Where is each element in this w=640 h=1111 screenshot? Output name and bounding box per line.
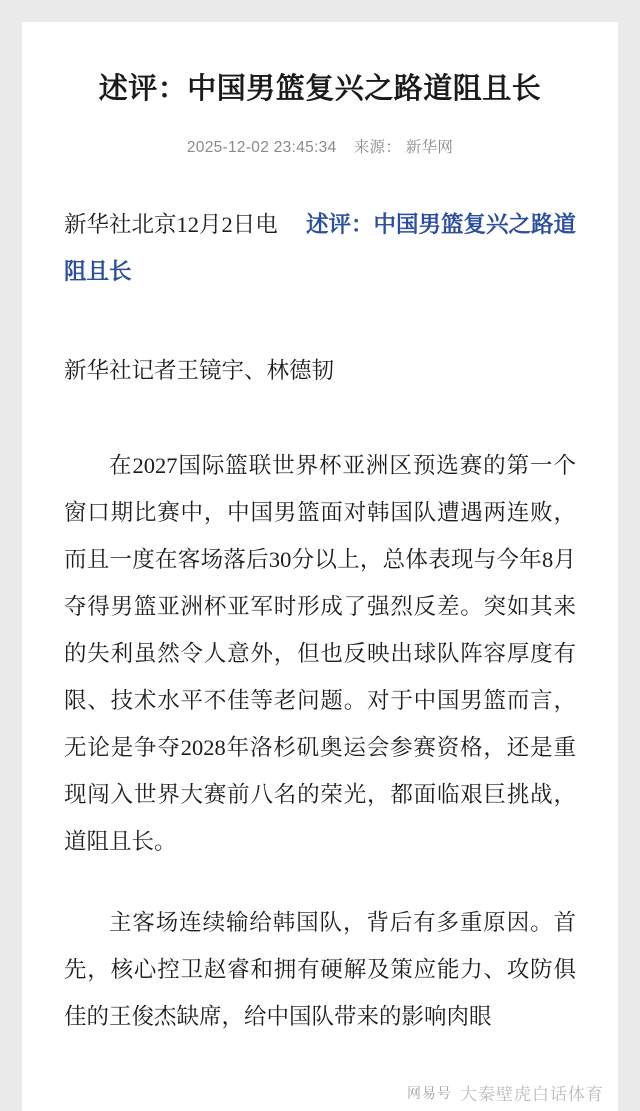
dateline: 新华社北京12月2日电: [64, 212, 278, 238]
article-byline: 新华社记者王镜宇、林德韧: [64, 358, 335, 384]
article-body: [50, 201, 590, 1040]
lead-headline: 述评：中国男篮复兴之路道阻且长: [64, 212, 577, 285]
article-card: [22, 22, 618, 1111]
netease-logo: 网易号: [407, 1084, 452, 1101]
page-title: 述评：中国男篮复兴之路道阻且长: [98, 73, 542, 105]
article-lead-paragraph: [64, 201, 576, 295]
publish-time: 2025-12-02 23:45:34: [186, 139, 337, 157]
article-meta: [50, 135, 590, 157]
watermark: [407, 1080, 604, 1105]
source-label: 来源：: [353, 139, 402, 157]
article-paragraph: 在2027国际篮联世界杯亚洲区预选赛的第一个窗口期比赛中，中国男篮面对韩国队遭遇两连败，而且一度在客场落后30分以上，总体表现与今年8月夺得男篮亚洲杯亚军时形成了强烈反差。突如其来的失利虽然令人意外，但也反映出球队阵容厚度有限、技术水平不佳等老问题。对于中国男篮而言，无论是争夺2028年洛杉矶奥运会参赛资格，还是重现闯入世界大赛前八名的荣光，都面临艰巨挑战，道阻且长。: [64, 453, 576, 855]
watermark-account-name: 大秦壁虎白话体育: [460, 1085, 604, 1104]
source-name[interactable]: 新华网: [405, 139, 454, 157]
article-paragraph: 主客场连续输给韩国队，背后有多重原因。首先，核心控卫赵睿和拥有硬解及策应能力、攻防俱佳的王俊杰缺席，给中国队带来的影响肉眼: [64, 910, 576, 1030]
